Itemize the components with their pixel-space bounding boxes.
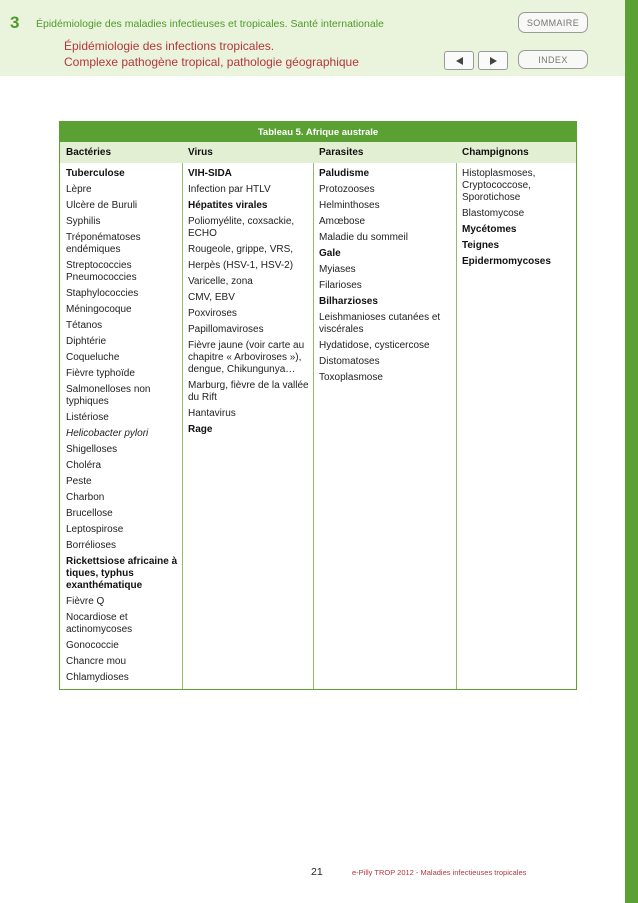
table-cell-item: Streptococcies Pneumococcies	[66, 260, 137, 283]
column-header-parasites: Parasites	[319, 147, 364, 158]
column-header-champignons: Champignons	[462, 147, 529, 158]
table-cell-item: Poliomyélite, coxsackie, ECHO	[188, 216, 295, 239]
table-cell-item: Varicelle, zona	[188, 276, 253, 287]
parasites-column	[319, 168, 459, 388]
section-title-line1: Épidémiologie des infections tropicales.	[64, 39, 275, 53]
table-cell-item: Rage	[188, 424, 213, 435]
table-cell-item: Charbon	[66, 492, 105, 503]
table-cell-item: Maladie du sommeil	[319, 232, 408, 243]
column-header-bacteries: Bactéries	[66, 147, 112, 158]
index-button[interactable]: INDEX	[518, 50, 588, 69]
table-cell-item: Papillomaviroses	[188, 324, 264, 335]
table-cell-item: Gonococcie	[66, 640, 119, 651]
table-cell-item: Hépatites virales	[188, 200, 268, 211]
table-cell-item: Fièvre typhoïde	[66, 368, 135, 379]
table-cell-item: Hantavirus	[188, 408, 236, 419]
table-cell-item: Hydatidose, cysticercose	[319, 340, 430, 351]
table-cell-item: Ulcère de Buruli	[66, 200, 138, 211]
table-cell-item: Syphilis	[66, 216, 101, 227]
table-cell-item: Histoplasmoses, Cryptococcose, Sporotichose	[462, 168, 536, 203]
table-cell-item: Diphtérie	[66, 336, 107, 347]
page-number: 21	[311, 866, 323, 878]
table-cell-item: Rickettsiose africaine à tiques, typhus exanthématique	[66, 556, 178, 591]
chapter-title: Épidémiologie des maladies infectieuses et tropicales. Santé internationale	[36, 18, 384, 30]
table-cell-item: Shigelloses	[66, 444, 118, 455]
triangle-left-icon	[456, 57, 463, 65]
table-cell-item: Blastomycose	[462, 208, 525, 219]
table-cell-item: Staphylococcies	[66, 288, 139, 299]
table-cell-item: Listériose	[66, 412, 109, 423]
table-cell-item: Choléra	[66, 460, 102, 471]
table-cell-item: Peste	[66, 476, 92, 487]
table-cell-item: Myiases	[319, 264, 356, 275]
table-cell-item: Tréponématoses endémiques	[66, 232, 141, 255]
table-cell-item: Salmonelloses non typhiques	[66, 384, 151, 407]
table-cell-item: Nocardiose et actinomycoses	[66, 612, 133, 635]
column-header-virus: Virus	[188, 147, 213, 158]
sommaire-button[interactable]: SOMMAIRE	[518, 12, 588, 33]
table-cell-item: Helicobacter pylori	[66, 428, 149, 439]
table-cell-item: Teignes	[462, 240, 500, 251]
previous-page-button[interactable]	[444, 51, 474, 70]
table-cell-item: VIH-SIDA	[188, 168, 232, 179]
table-header-row	[60, 142, 576, 163]
triangle-right-icon	[490, 57, 497, 65]
table-cell-item: Chancre mou	[66, 656, 127, 667]
table-title: Tableau 5. Afrique australe	[60, 122, 576, 142]
table-cell-item: CMV, EBV	[188, 292, 235, 303]
publication-footer: e-Pilly TROP 2012 - Maladies infectieuses tropicales	[352, 868, 527, 877]
table-cell-item: Leptospirose	[66, 524, 124, 535]
table-cell-item: Fièvre Q	[66, 596, 105, 607]
table-cell-item: Infection par HTLV	[188, 184, 271, 195]
table-cell-item: Chlamydioses	[66, 672, 129, 683]
table-cell-item: Amœbose	[319, 216, 366, 227]
table-cell-item: Distomatoses	[319, 356, 380, 367]
page-header	[0, 0, 638, 76]
table-cell-item: Protozooses	[319, 184, 375, 195]
table-cell-item: Helminthoses	[319, 200, 380, 211]
table-cell-item: Leishmanioses cutanées et viscérales	[319, 312, 441, 335]
table-cell-item: Herpès (HSV-1, HSV-2)	[188, 260, 294, 271]
virus-column	[188, 168, 312, 440]
table-cell-item: Mycétomes	[462, 224, 517, 235]
bacteries-column	[66, 168, 182, 688]
table-cell-item: Epidermomycoses	[462, 256, 551, 267]
table-cell-item: Rougeole, grippe, VRS,	[188, 244, 294, 255]
table-cell-item: Fièvre jaune (voir carte au chapitre « Arboviroses »), dengue, Chikungunya…	[188, 340, 305, 375]
table-cell-item: Tétanos	[66, 320, 103, 331]
table-cell-item: Coqueluche	[66, 352, 120, 363]
table-cell-item: Tuberculose	[66, 168, 125, 179]
column-divider	[313, 163, 314, 689]
chapter-side-bar	[625, 0, 638, 903]
table-cell-item: Brucellose	[66, 508, 113, 519]
column-divider	[182, 163, 183, 689]
table-cell-item: Gale	[319, 248, 341, 259]
table-cell-item: Poxviroses	[188, 308, 237, 319]
table-cell-item: Méningocoque	[66, 304, 132, 315]
table-cell-item: Paludisme	[319, 168, 370, 179]
table-cell-item: Lèpre	[66, 184, 92, 195]
table-cell-item: Marburg, fièvre de la vallée du Rift	[188, 380, 309, 403]
chapter-number: 3	[10, 13, 20, 32]
next-page-button[interactable]	[478, 51, 508, 70]
afrique-australe-table	[59, 121, 577, 690]
table-cell-item: Toxoplasmose	[319, 372, 383, 383]
table-cell-item: Filarioses	[319, 280, 362, 291]
section-title-line2: Complexe pathogène tropical, pathologie géographique	[64, 55, 359, 69]
table-cell-item: Borrélioses	[66, 540, 117, 551]
table-cell-item: Bilharzioses	[319, 296, 378, 307]
champignons-column	[462, 168, 574, 272]
